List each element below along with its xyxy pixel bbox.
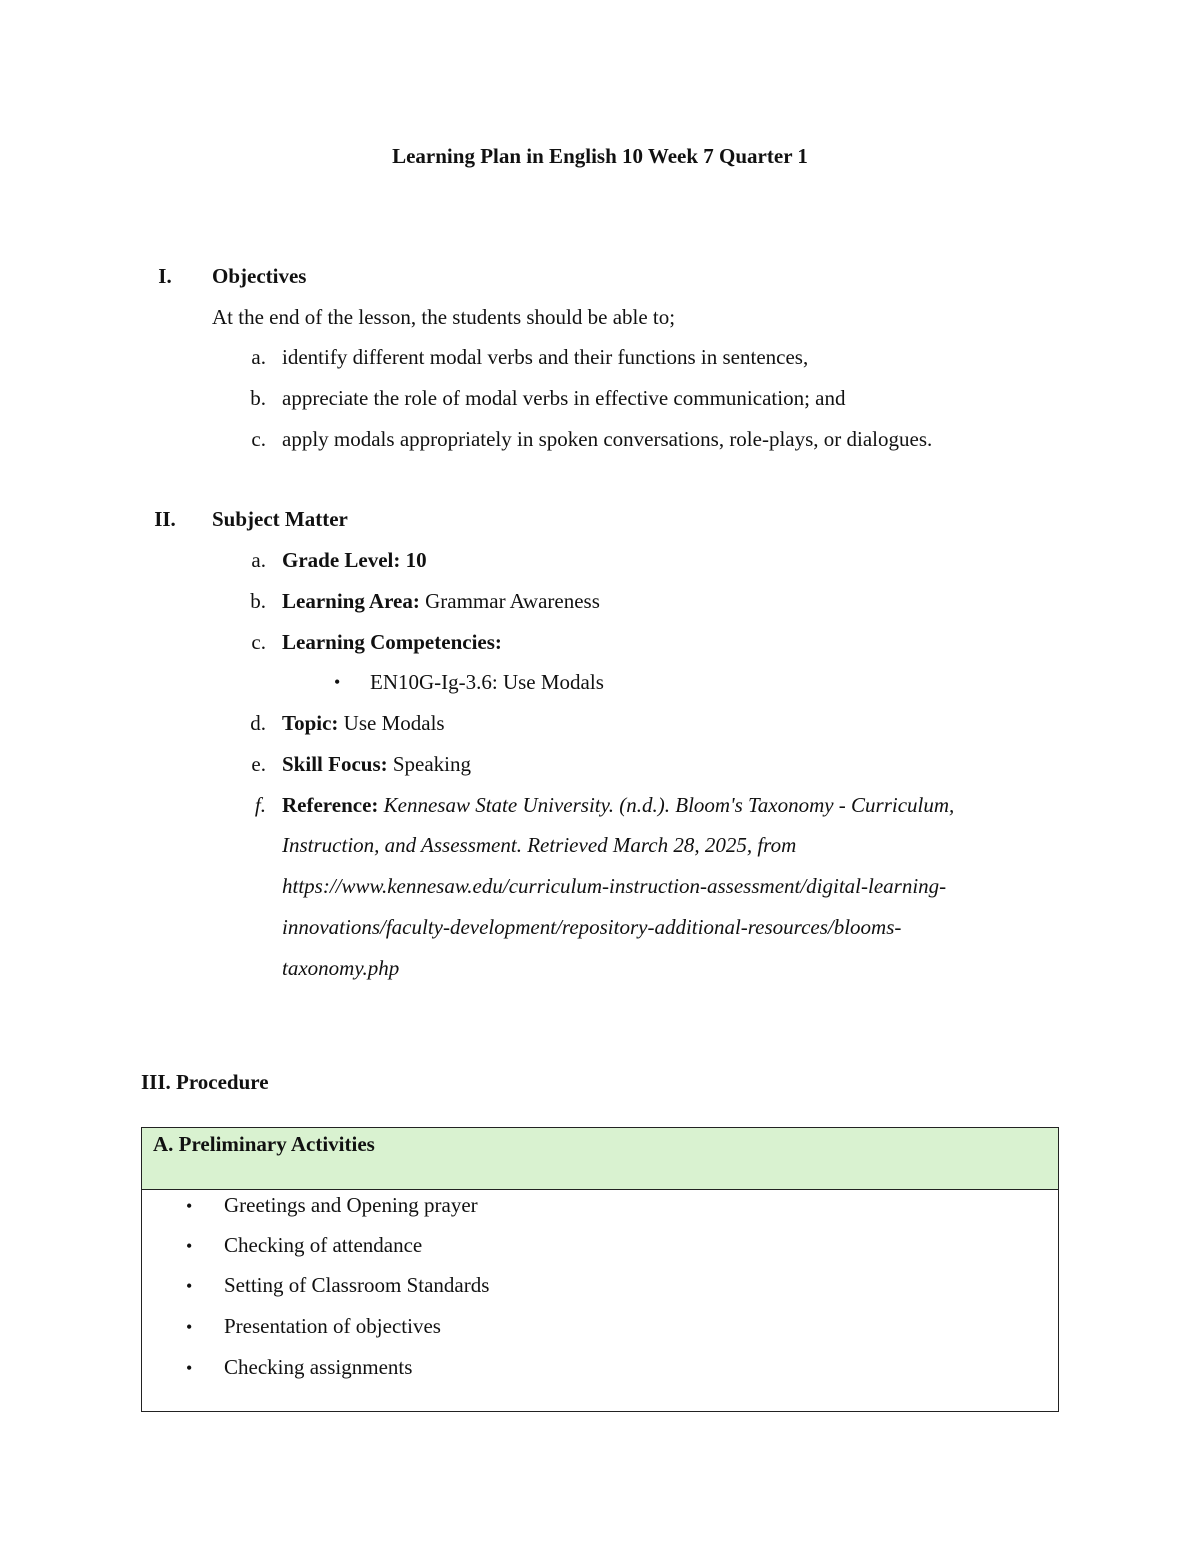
objectives-intro: At the end of the lesson, the students should be able to; xyxy=(212,305,676,329)
reference-line-2: Instruction, and Assessment. Retrieved March 28, 2025, from xyxy=(282,833,797,857)
bullet-icon: • xyxy=(186,1276,193,1296)
competencies-label: Learning Competencies: xyxy=(282,630,502,654)
subject-item-reference xyxy=(282,795,954,816)
bullet-icon: • xyxy=(186,1236,193,1256)
bullet-icon: • xyxy=(186,1196,193,1216)
reference-line-1: Kennesaw State University. (n.d.). Bloom's Taxonomy - Curriculum, xyxy=(383,793,955,817)
competency-bullet-icon: • xyxy=(334,672,341,692)
skill-focus-label: Skill Focus: xyxy=(282,752,388,776)
bullet-icon: • xyxy=(186,1358,193,1378)
subject-marker-a: a. xyxy=(251,548,266,572)
topic-value: Use Modals xyxy=(338,711,445,735)
learning-area-label: Learning Area: xyxy=(282,589,420,613)
section-heading-subject-matter: Subject Matter xyxy=(212,507,348,531)
grade-level-value: 10 xyxy=(400,548,427,572)
subject-item-grade-level xyxy=(282,550,427,571)
objective-marker-b: b. xyxy=(250,386,266,410)
grade-level-label: Grade Level: xyxy=(282,548,401,572)
subject-item-topic xyxy=(282,713,445,734)
objective-item-a: identify different modal verbs and their functions in sentences, xyxy=(282,345,809,369)
section-numeral-subject-matter: II. xyxy=(154,507,176,531)
subject-marker-b: b. xyxy=(250,589,266,613)
table-list-item: Presentation of objectives xyxy=(224,1314,441,1338)
document-title: Learning Plan in English 10 Week 7 Quarter 1 xyxy=(392,144,808,168)
reference-line-5: taxonomy.php xyxy=(282,956,400,980)
section-heading-procedure: III. Procedure xyxy=(141,1070,269,1094)
reference-line-3: https://www.kennesaw.edu/curriculum-instruction-assessment/digital-learning- xyxy=(282,874,947,898)
objective-marker-c: c. xyxy=(251,427,266,451)
topic-label: Topic: xyxy=(282,711,339,735)
competency-item: EN10G-Ig-3.6: Use Modals xyxy=(370,670,604,694)
subject-marker-d: d. xyxy=(250,711,266,735)
table-header-text: A. Preliminary Activities xyxy=(153,1132,375,1156)
subject-item-competencies xyxy=(282,632,502,653)
objective-marker-a: a. xyxy=(251,345,266,369)
bullet-icon: • xyxy=(186,1317,193,1337)
reference-label: Reference: xyxy=(282,793,379,817)
table-header-row xyxy=(142,1128,1058,1190)
subject-marker-f: f. xyxy=(254,793,266,817)
subject-marker-c: c. xyxy=(251,630,266,654)
table-list-item: Checking of attendance xyxy=(224,1233,423,1257)
subject-marker-e: e. xyxy=(251,752,266,776)
reference-line-4: innovations/faculty-development/repository-additional-resources/blooms- xyxy=(282,915,902,939)
subject-item-learning-area xyxy=(282,591,600,612)
objective-item-b: appreciate the role of modal verbs in effective communication; and xyxy=(282,386,846,410)
section-numeral-objectives: I. xyxy=(158,264,172,288)
section-heading-objectives: Objectives xyxy=(212,264,307,288)
skill-focus-value: Speaking xyxy=(387,752,472,776)
table-list-item: Setting of Classroom Standards xyxy=(224,1273,490,1297)
objective-item-c: apply modals appropriately in spoken conversations, role-plays, or dialogues. xyxy=(282,427,933,451)
learning-area-value: Grammar Awareness xyxy=(419,589,600,613)
table-list-item: Checking assignments xyxy=(224,1355,413,1379)
preliminary-activities-table xyxy=(141,1127,1059,1412)
subject-item-skill-focus xyxy=(282,754,471,775)
table-list-item: Greetings and Opening prayer xyxy=(224,1193,478,1217)
